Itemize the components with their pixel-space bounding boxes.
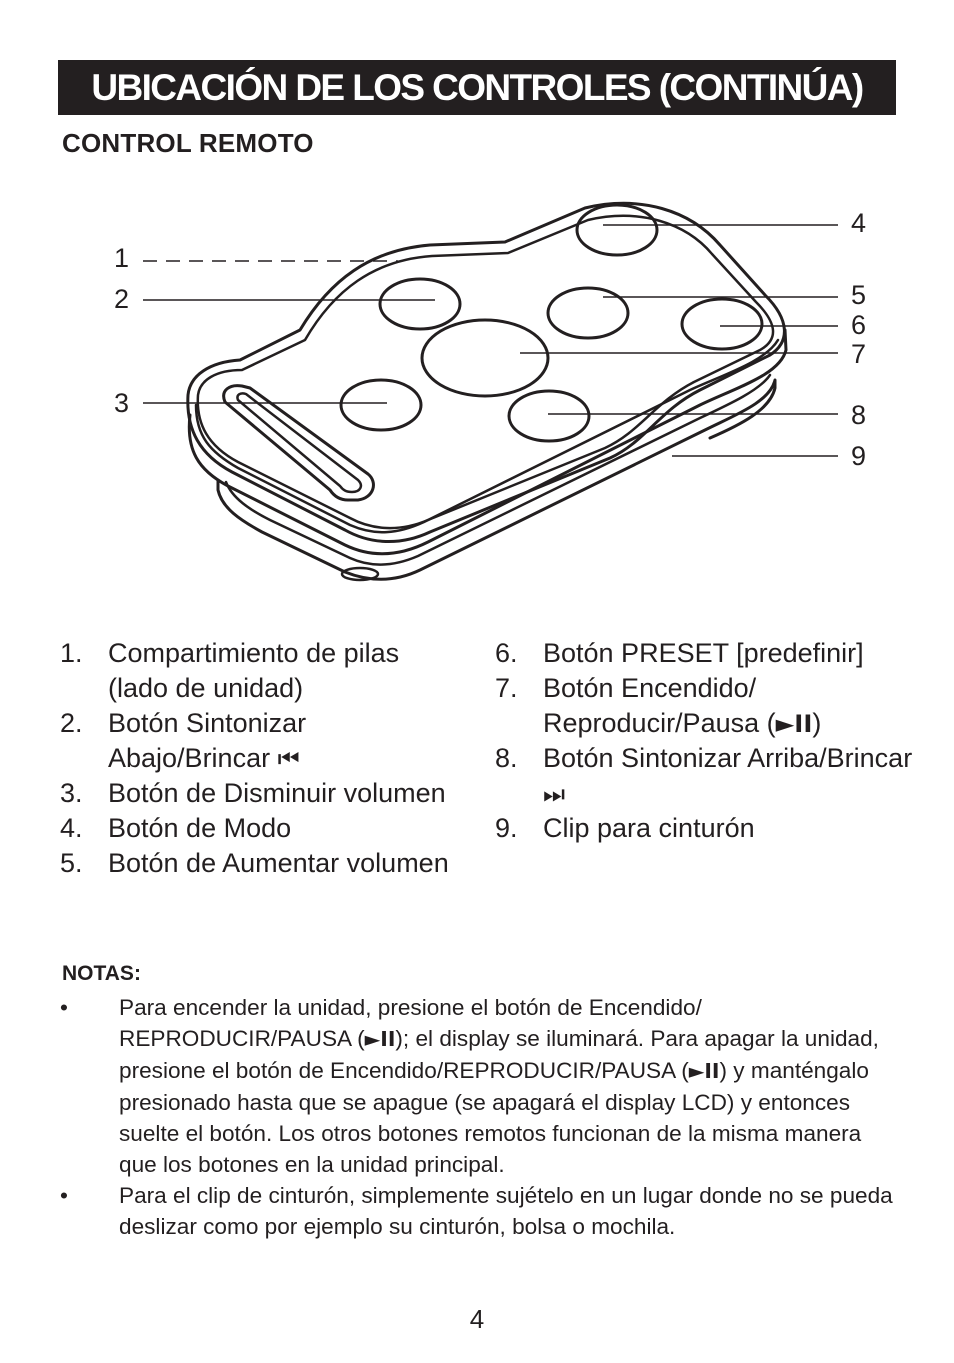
list-item-number: 7. [495,673,518,703]
list-item-number: 4. [60,813,83,843]
power-play-pause-button [422,320,548,396]
volume-down-button [341,380,421,430]
list-item-text: Botón PRESET [predefinir] [543,638,864,668]
bullet-icon: • [60,995,68,1020]
note-item [60,992,900,1180]
play-pause-icon: ►II [364,1027,396,1051]
play-pause-icon: ►II [688,1059,720,1083]
page-title: UBICACIÓN DE LOS CONTROLES (CONTINÚA) [91,66,863,108]
note-text: Para el clip de cinturón, simplemente sujételo en un lugar donde no se pueda deslizar como por ejemplo su cinturón, bolsa o mochila. [119,1183,893,1239]
mode-button [577,205,657,255]
list-item [60,811,460,846]
bullet-icon: • [60,1183,68,1208]
tune-down-skip-button [380,279,460,329]
list-item-text: Botón de Modo [108,813,292,843]
callout-5: 5 [851,280,867,310]
list-item [495,636,915,671]
list-item [60,776,460,811]
list-item-number: 1. [60,638,83,668]
play-pause-icon: ►II [775,709,813,738]
callout-9: 9 [851,441,867,471]
callout-7: 7 [851,339,867,369]
list-item-number: 5. [60,848,83,878]
remote-control-diagram [0,190,954,620]
notes-list [60,992,900,1242]
preset-button [682,299,762,349]
list-item-text: Botón Sintonizar Abajo/Brincar [108,708,307,773]
list-item-number: 3. [60,778,83,808]
skip-back-icon: ⏮ [277,744,300,773]
list-item [60,636,460,706]
tune-up-skip-button [509,391,589,441]
list-item-text: Botón de Aumentar volumen [108,848,449,878]
callout-1: 1 [114,243,130,273]
list-item [60,846,460,881]
remote-body-side [189,330,786,554]
note-item [60,1180,900,1242]
list-item [495,741,915,811]
page-number: 4 [469,1304,485,1334]
list-item-number: 8. [495,743,518,773]
callout-4: 4 [851,208,867,238]
list-item-text: Botón de Disminuir volumen [108,778,446,808]
list-item-text: Compartimiento de pilas (lado de unidad) [108,638,400,703]
list-item-text: Clip para cinturón [543,813,755,843]
callout-3: 3 [114,388,130,418]
note-text: ); el display se iluminará. Para apagar la unidad, presione el botón de Encendido/REPRODUCIR/PAUSA ( [119,1026,879,1083]
list-item-number: 9. [495,813,518,843]
list-item [60,706,460,776]
callout-2: 2 [114,284,130,314]
list-item-text-end: ) [812,708,822,738]
controls-legend-right [495,636,915,846]
section-subtitle: CONTROL REMOTO [62,128,314,158]
callout-6: 6 [851,310,867,340]
list-item [495,671,915,741]
controls-legend-left [60,636,460,881]
volume-up-button [548,288,628,338]
callout-8: 8 [851,400,867,430]
page-header-banner [58,60,896,115]
note-text: Para encender la unidad, presione el botón de Encendido/ REPRODUCIR/PAUSA ( [119,995,702,1051]
list-item-number: 6. [495,638,518,668]
list-item-number: 2. [60,708,83,738]
note-text: ) y manténgalo presionado hasta que se apague (se apagará el display LCD) y entonces suelte el botón. Los otros botones remotos funcionan de la misma manera que los botones en la unidad principal. [119,1058,869,1177]
list-item [495,811,915,846]
skip-forward-icon: ⏭ [543,779,565,808]
list-item-text: Botón Sintonizar Arriba/Brincar [543,743,913,773]
notes-heading: NOTAS: [62,962,141,985]
list-item-text: Botón Encendido/ Reproducir/Pausa ( [543,673,776,738]
remote-top-inner [198,216,773,528]
